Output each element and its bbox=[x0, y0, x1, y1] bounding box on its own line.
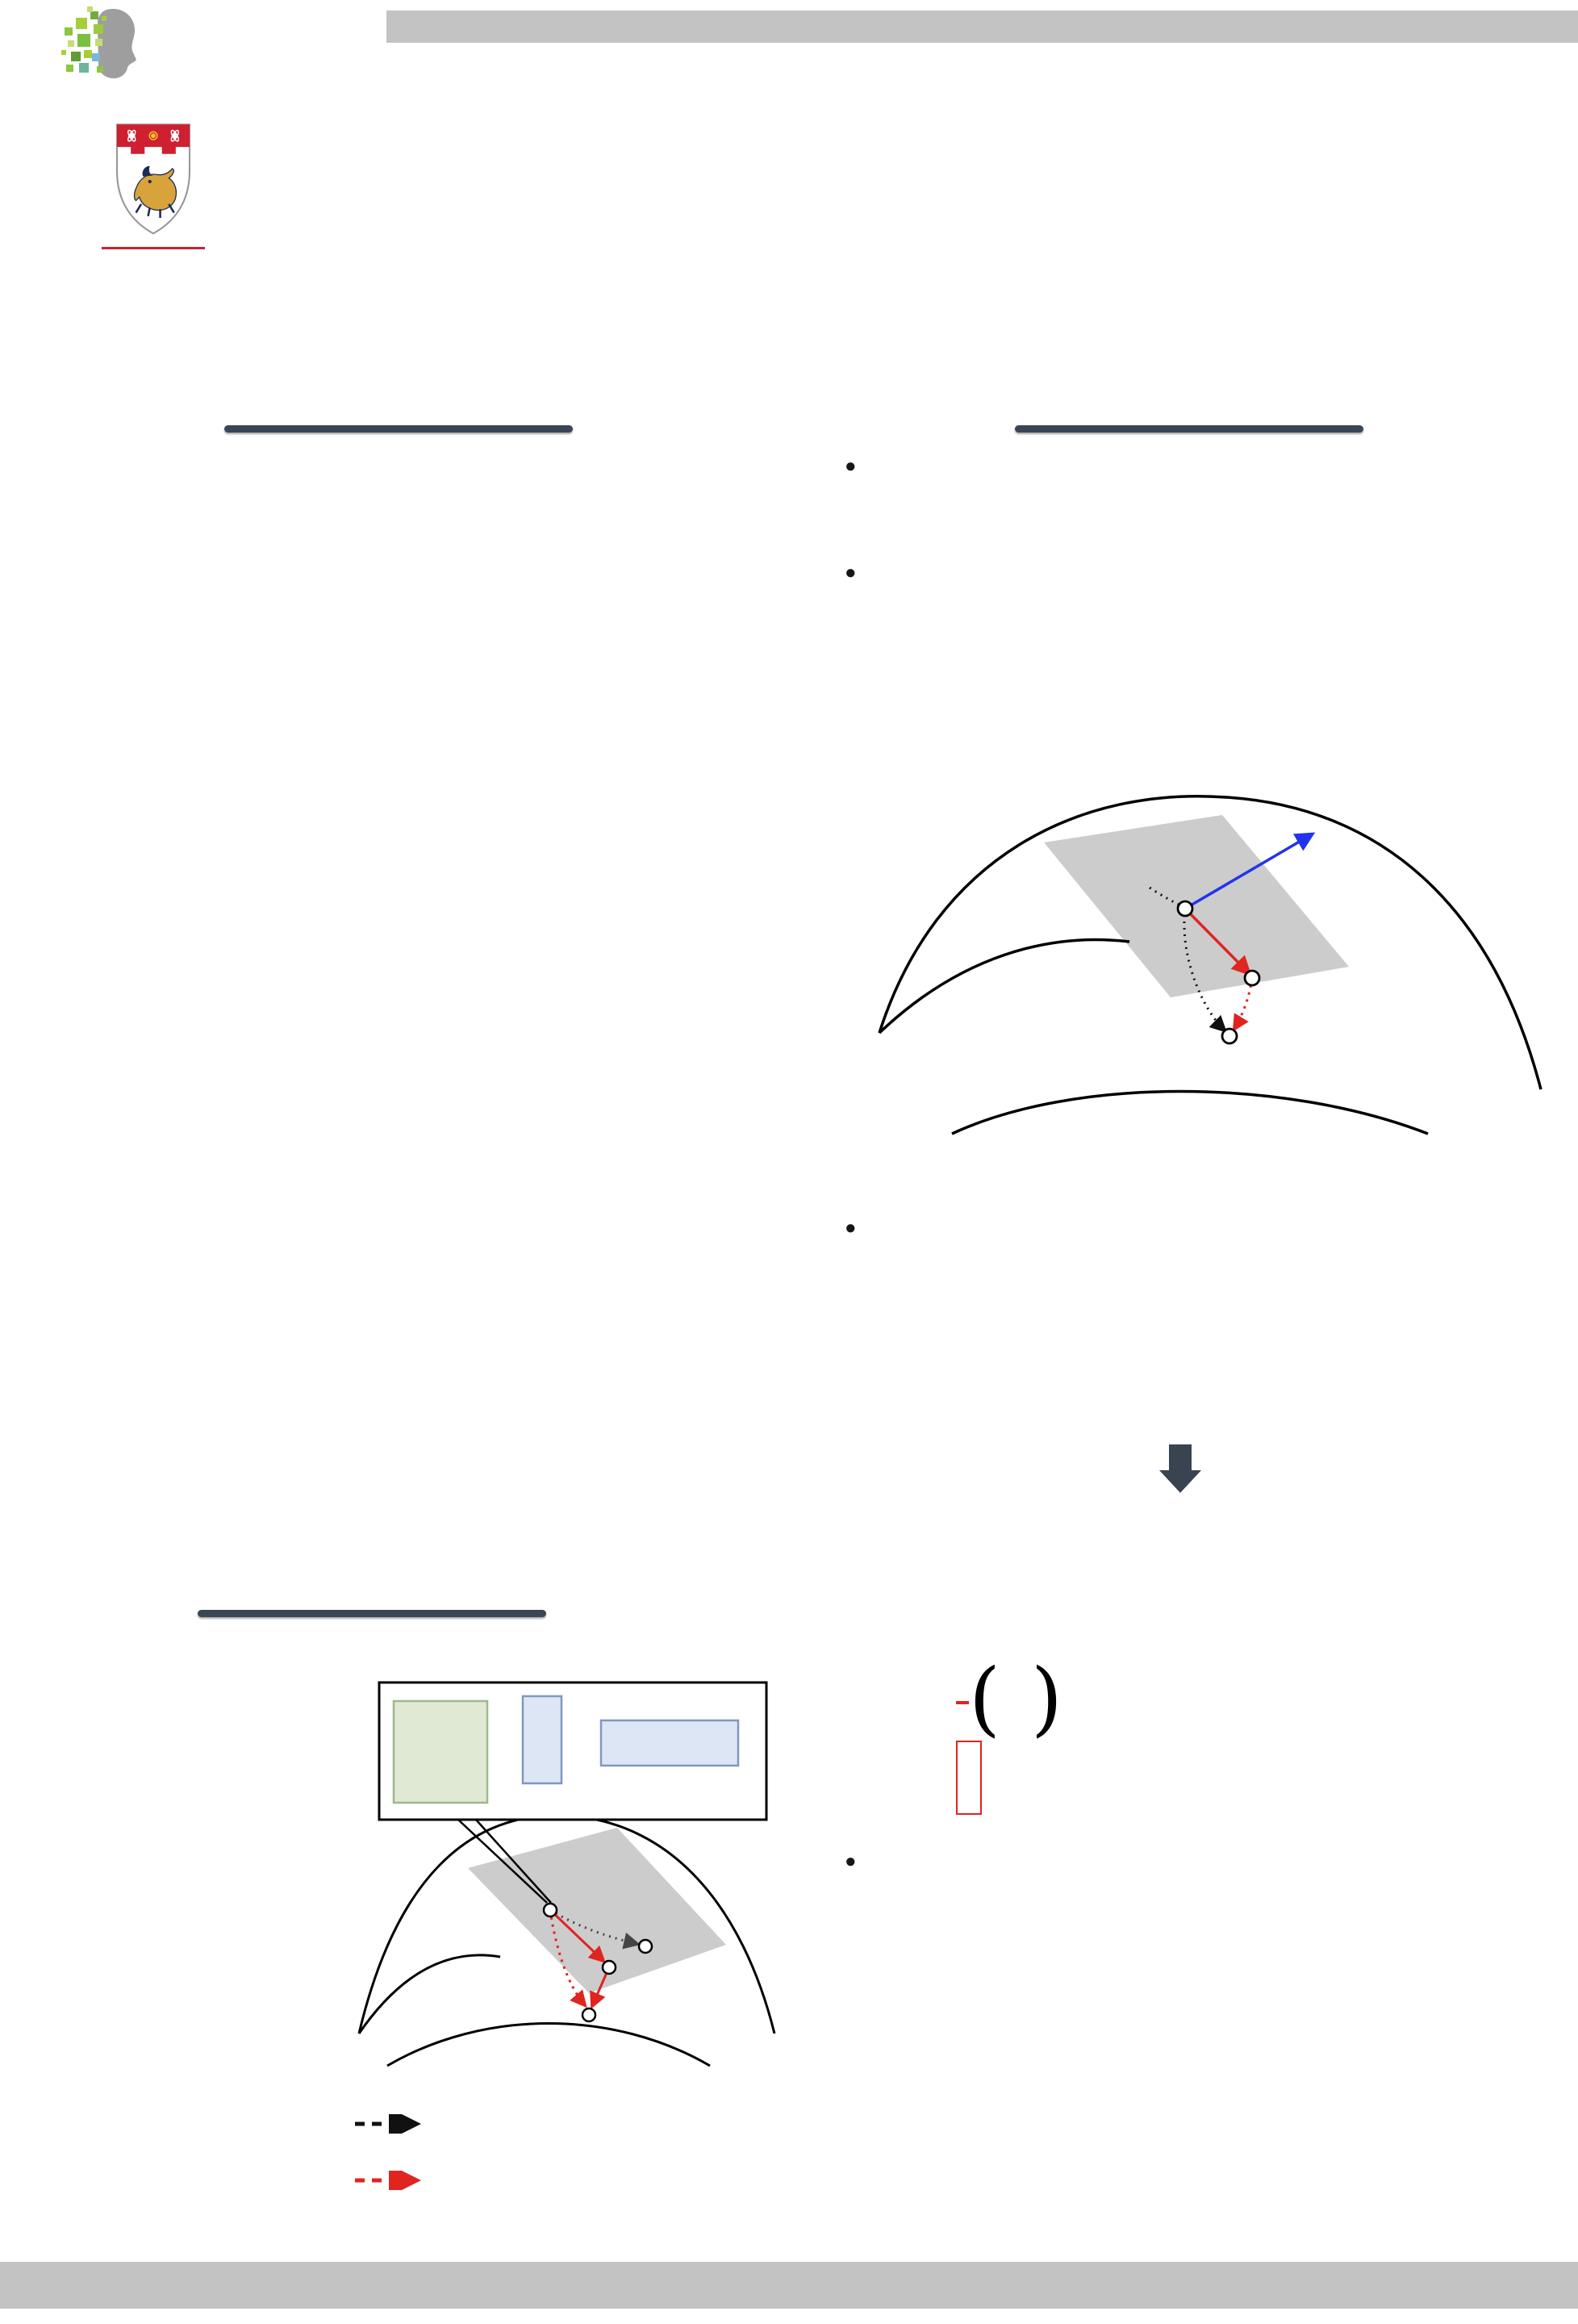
bullet-icon: ● bbox=[845, 1217, 857, 1239]
bullet-icon: ● bbox=[845, 455, 857, 477]
svd-red-box bbox=[956, 1701, 969, 1704]
perplexity-memory-chart bbox=[52, 1077, 746, 1529]
algo-line bbox=[956, 1562, 1062, 1595]
contributions-rule bbox=[1015, 425, 1363, 433]
ntu-crest-icon bbox=[109, 121, 198, 242]
riemannian-manifold-figure bbox=[863, 767, 1565, 1142]
loro-legend-arrow bbox=[353, 2171, 426, 2190]
ntu-rule bbox=[102, 247, 205, 249]
algo-svd-line: ( ) bbox=[956, 1664, 1062, 1733]
iclr-logo-icon bbox=[60, 3, 140, 81]
header-gray-bar bbox=[386, 10, 1578, 43]
down-arrow-icon bbox=[1159, 1444, 1201, 1493]
ntu-logo bbox=[48, 121, 258, 253]
algo-line bbox=[956, 1595, 1062, 1627]
update-rule-red-box bbox=[956, 1741, 982, 1815]
motivation-diagram bbox=[347, 1678, 799, 2086]
algo-line bbox=[956, 1498, 1062, 1530]
problem-setup-rule bbox=[224, 425, 573, 433]
algo-line bbox=[956, 1530, 1062, 1562]
qr-code bbox=[1363, 139, 1502, 278]
loro-algorithm bbox=[956, 1498, 1062, 1820]
bullet-icon: ● bbox=[845, 1850, 857, 1872]
motivation-rule bbox=[198, 1610, 546, 1617]
footer-bar bbox=[0, 2262, 1578, 2309]
vanilla-legend-arrow bbox=[353, 2114, 426, 2134]
bullet-icon: ● bbox=[845, 562, 857, 583]
